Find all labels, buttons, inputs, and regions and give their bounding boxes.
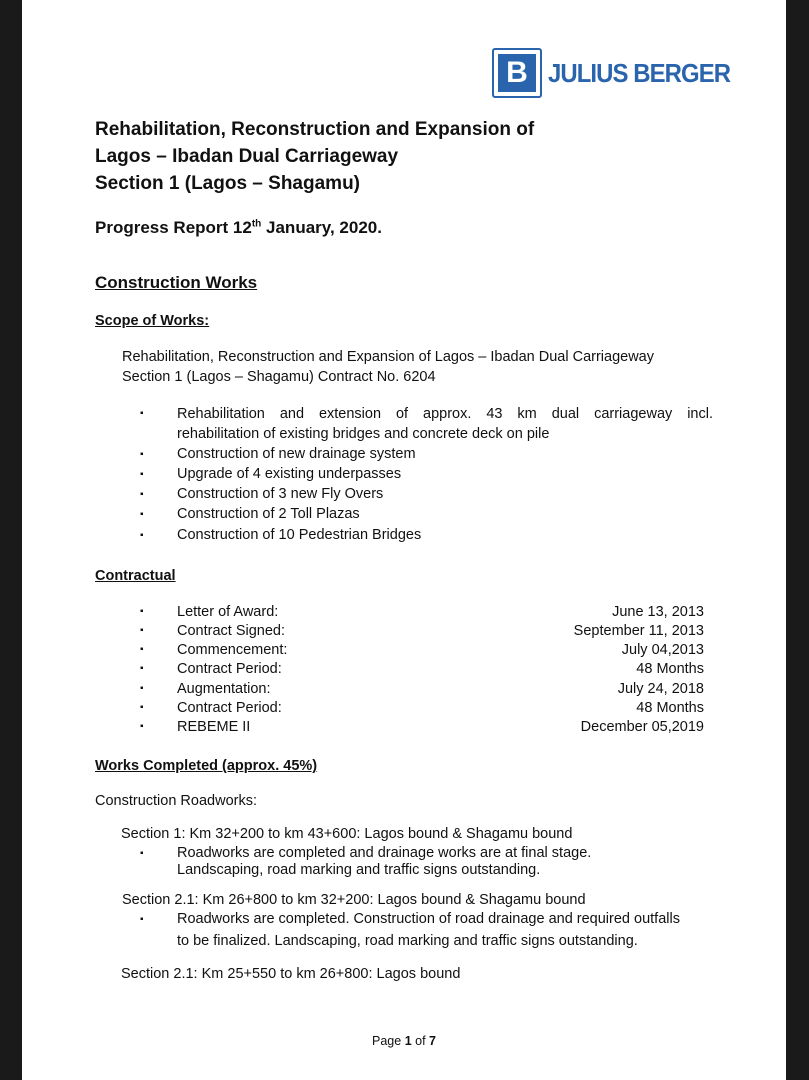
title-line-2: Lagos – Ibadan Dual Carriageway	[95, 146, 399, 167]
bullet-icon: ▪	[140, 509, 144, 520]
scope-item-4: Construction of 3 new Fly Overs	[177, 486, 384, 502]
scope-item-3: Upgrade of 4 existing underpasses	[177, 466, 402, 482]
report-date-suffix-sup: th	[251, 218, 262, 230]
contract-row	[22, 681, 786, 700]
contract-value: 48 Months	[636, 700, 704, 716]
scope-line-2: Section 1 (Lagos – Shagamu) Contract No. 6204	[122, 369, 436, 385]
construction-works-heading: Construction Works	[95, 273, 258, 292]
document-page	[22, 0, 786, 1080]
scope-item-1b: rehabilitation of existing bridges and concrete deck on pile	[177, 426, 550, 442]
bullet-icon: ▪	[140, 449, 144, 460]
contract-row	[22, 700, 786, 719]
footer-of-word: of	[415, 1034, 426, 1048]
scope-item-1a: Rehabilitation and extension of approx. 43 km dual carriageway incl.	[177, 406, 713, 422]
section-2-line-1: Roadworks are completed. Construction of road drainage and required outfalls	[177, 911, 680, 927]
footer-current-page: 1	[404, 1034, 412, 1048]
contract-row	[22, 661, 786, 680]
footer-page-word: Page	[372, 1034, 402, 1048]
contract-value: December 05,2019	[580, 719, 704, 735]
section-2-line-2: to be finalized. Landscaping, road marking and traffic signs outstanding.	[177, 933, 638, 949]
scope-item-5: Construction of 2 Toll Plazas	[177, 506, 360, 522]
contract-value: June 13, 2013	[612, 604, 704, 620]
contract-label: Contract Period:	[177, 700, 282, 716]
contractual-heading: Contractual	[95, 568, 176, 584]
logo-wordmark: JULIUS BERGER	[548, 58, 731, 88]
bullet-icon: ▪	[140, 625, 144, 636]
report-date-suffix: January, 2020.	[261, 218, 382, 237]
page-footer	[22, 1034, 786, 1048]
scope-heading: Scope of Works:	[95, 313, 210, 329]
bullet-icon: ▪	[140, 530, 144, 541]
progress-report-heading	[95, 218, 382, 238]
report-date-prefix: Progress Report 12	[95, 218, 252, 237]
contract-value: July 24, 2018	[617, 681, 704, 697]
contract-label: Contract Period:	[177, 661, 282, 677]
section-1-heading: Section 1: Km 32+200 to km 43+600: Lagos bound & Shagamu bound	[121, 826, 573, 842]
bullet-icon: ▪	[140, 469, 144, 480]
bullet-icon: ▪	[140, 644, 144, 655]
contract-row	[22, 623, 786, 642]
contract-value: 48 Months	[636, 661, 704, 677]
contract-label: Letter of Award:	[177, 604, 279, 620]
bullet-icon: ▪	[140, 663, 144, 674]
footer-total-pages: 7	[429, 1034, 436, 1048]
title-line-1: Rehabilitation, Reconstruction and Expansion of	[95, 119, 535, 140]
bullet-icon: ▪	[140, 721, 144, 732]
works-completed-heading: Works Completed (approx. 45%)	[95, 758, 318, 774]
contract-label: REBEME II	[177, 719, 251, 735]
section-2-heading: Section 2.1: Km 26+800 to km 32+200: Lagos bound & Shagamu bound	[122, 892, 586, 908]
contract-label: Commencement:	[177, 642, 288, 658]
contract-value: September 11, 2013	[573, 623, 704, 639]
title-line-3: Section 1 (Lagos – Shagamu)	[95, 173, 360, 194]
section-3-heading: Section 2.1: Km 25+550 to km 26+800: Lagos bound	[121, 966, 461, 982]
contract-row	[22, 604, 786, 623]
logo-mark	[492, 48, 542, 98]
bullet-icon: ▪	[140, 683, 144, 694]
bullet-icon: ▪	[140, 914, 144, 925]
bullet-icon: ▪	[140, 408, 144, 419]
contract-label: Augmentation:	[177, 681, 271, 697]
bullet-icon: ▪	[140, 702, 144, 713]
contract-label: Contract Signed:	[177, 623, 286, 639]
contract-row	[22, 642, 786, 661]
scope-line-1: Rehabilitation, Reconstruction and Expansion of Lagos – Ibadan Dual Carriageway	[122, 349, 654, 365]
scope-item-2: Construction of new drainage system	[177, 446, 416, 462]
bullet-icon: ▪	[140, 489, 144, 500]
section-1-line-1: Roadworks are completed and drainage works are at final stage.	[177, 845, 592, 861]
bullet-icon: ▪	[140, 848, 144, 859]
contract-value: July 04,2013	[621, 642, 704, 658]
bullet-icon: ▪	[140, 606, 144, 617]
construction-roadworks-label: Construction Roadworks:	[95, 793, 257, 809]
section-1-line-2: Landscaping, road marking and traffic signs outstanding.	[177, 862, 541, 878]
scope-item-6: Construction of 10 Pedestrian Bridges	[177, 527, 422, 543]
logo-letter: B	[498, 54, 536, 92]
contract-row	[22, 719, 786, 738]
